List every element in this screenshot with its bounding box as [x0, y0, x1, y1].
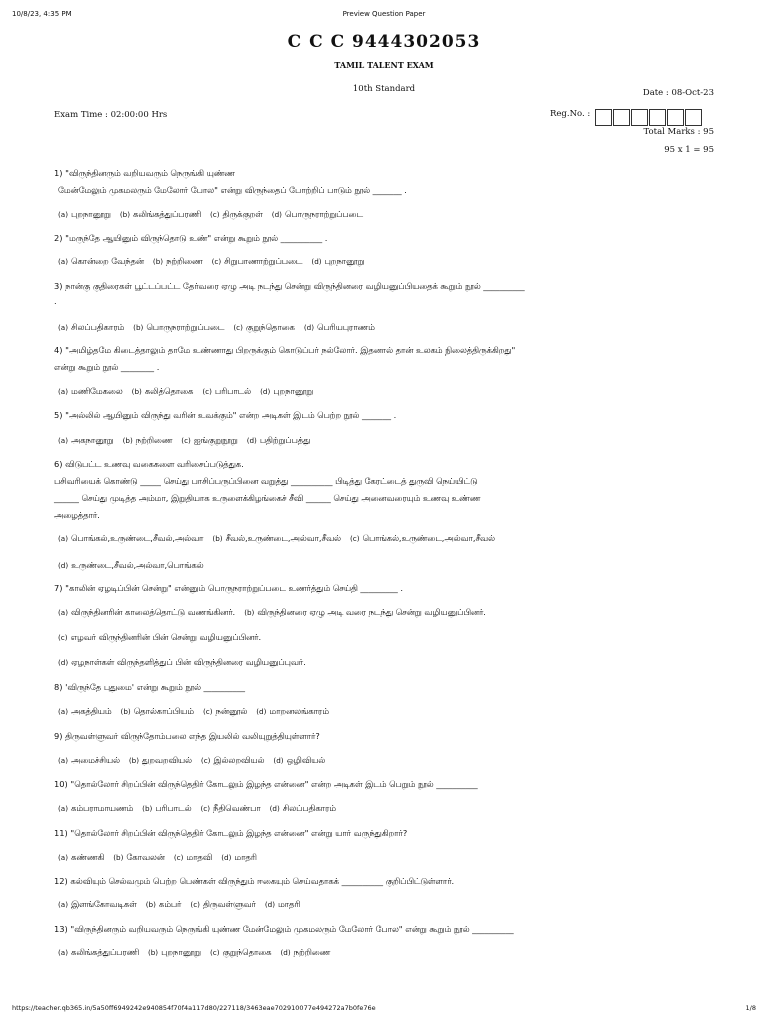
question-text: 7) "காலின் ஏழடிப்பின் சென்று" என்னும் பொருநராற்றுப்படை உணர்த்தும் செய்தி _________ .: [54, 583, 404, 593]
option-letter: (c): [181, 436, 191, 445]
option-letter: (a): [58, 257, 69, 266]
option-text: பரிபாடல்: [155, 803, 192, 813]
option-letter: (a): [58, 608, 69, 617]
page-url: https://teacher.qb365.in/5a50ff6949242e940854f70f4a117d80/227118/3463eae702910077e494272a7b0fe76e: [12, 1004, 376, 1012]
option-letter: (d): [246, 436, 257, 445]
answer-option: [148, 947, 201, 959]
option-letter: (b): [131, 387, 142, 396]
reg-box: [649, 109, 666, 126]
answer-option: [201, 755, 265, 767]
answer-option: [210, 947, 272, 959]
reg-box: [631, 109, 648, 126]
answer-option: [121, 706, 194, 718]
answer-option: [233, 322, 295, 334]
option-row: [58, 852, 266, 864]
question-text: 10) "தொல்லோர் சிறப்பின் விருந்தெதிர் கோடலும் இழந்த என்னை" என்ற அடிகள் இடம் பெறும் நூல் __________: [54, 779, 478, 789]
option-text: குறுந்தொகை: [222, 947, 272, 957]
question-text: 11) "தொல்லோர் சிறப்பின் விருந்தெதிர் கோடலும் இழந்த என்னை" என்று யார் வருந்துகிறார்?: [54, 828, 408, 838]
question-text: 4) "அமிழ்தமே கிடைத்தாலும் தாமே உண்ணாது பிறருக்கும் கொடுப்பர் நல்லோர். இதனால் தான் உலகம் நிலைத்திருக்கிறது": [54, 345, 516, 355]
option-text: கொன்றை வேந்தன்: [71, 256, 144, 266]
question-text: 9) திருவள்ளுவர் விருந்தோம்பலை எந்த இயலில் வலியுறுத்தியுள்ளார்?: [54, 731, 320, 741]
option-letter: (c): [190, 900, 200, 909]
option-text: சிலப்பதிகாரம்: [282, 803, 336, 813]
question-text: 2) "மருந்தே ஆயினும் விருந்தொடு உண்" என்று கூறும் நூல் __________ .: [54, 233, 328, 243]
option-text: துறவறவியல்: [142, 755, 192, 765]
exam-date: Date : 08-Oct-23: [642, 88, 714, 98]
answer-option: [58, 706, 112, 718]
question-text: 12) கல்வியும் செல்வமும் பெற்ற பெண்கள் விருந்தும் ஈகையும் செய்வதாகக் __________ குறிப்பிட்டுள்ளார்.: [54, 876, 455, 886]
option-letter: (b): [212, 534, 223, 543]
option-letter: (c): [209, 210, 220, 219]
option-text: புறநானூறு: [324, 256, 365, 266]
answer-option: [129, 755, 192, 767]
option-row: [58, 632, 270, 644]
option-text: திருவள்ளுவர்: [202, 899, 256, 909]
answer-option: [273, 755, 325, 767]
question-text-continued: மேன்மேலும் முகமலரும் மேலோர் போல" என்று விருந்தைப் போற்றிப் பாடும் நூல் _______ .: [58, 185, 407, 195]
option-row: [58, 560, 213, 572]
option-text: தொல்காப்பியம்: [133, 706, 194, 716]
marks-calculation: 95 x 1 = 95: [664, 145, 714, 155]
option-text: ஐங்குறுநூறு: [193, 435, 238, 445]
option-text: பரிபாடல்: [214, 386, 252, 396]
answer-option: [123, 435, 173, 447]
option-text: மாதரி: [234, 852, 257, 862]
option-letter: (b): [145, 900, 156, 909]
option-letter: (a): [58, 323, 69, 332]
answer-option: [153, 256, 203, 268]
option-letter: (c): [58, 633, 68, 642]
answer-option: [58, 435, 114, 447]
option-letter: (d): [256, 707, 267, 716]
answer-option: [133, 322, 224, 334]
option-text: இளங்கோவடிகள்: [71, 899, 137, 909]
option-row: [58, 803, 345, 815]
option-row: [58, 386, 322, 398]
question-text-continued: ______ செய்து முடித்த அம்மா, இறுதியாக உருளைக்கிழங்கைச் சீவி ______ செய்து அனைவரையும் உணவு உண்ண: [54, 493, 481, 503]
option-row: [58, 706, 338, 718]
option-letter: (d): [264, 900, 276, 909]
option-letter: (d): [303, 323, 315, 332]
question-text-continued: பசிவரியைக் கொண்டு _____ செய்து பாசிப்பருப்பினை வறுத்து __________ பிடித்து கேரட்டைத் துருவி நெய்யிட்டு: [54, 476, 478, 486]
option-text: அகநானூறு: [71, 435, 114, 445]
question-text: 3) நான்கு குதிரைகள் பூட்டப்பட்ட தேர்வரை ஏழு அடி நடந்து சென்று விருந்தினரை வழியனுப்பியதைக் கூறும் நூல் __________: [54, 281, 525, 291]
option-letter: (b): [133, 323, 144, 332]
option-text: பொங்கல்,உருண்டை,சீவல்,அல்வா: [71, 533, 204, 543]
reg-box: [667, 109, 684, 126]
answer-option: [58, 209, 111, 221]
answer-option: [58, 322, 124, 334]
option-letter: (b): [244, 608, 255, 617]
option-letter: (b): [147, 948, 159, 957]
option-row: [58, 657, 315, 669]
option-letter: (a): [58, 804, 69, 813]
answer-option: [203, 706, 247, 718]
option-row: [58, 607, 495, 619]
option-text: மணிமேகலை: [71, 386, 123, 396]
answer-option: [311, 256, 364, 268]
answer-option: [58, 607, 235, 619]
option-letter: (c): [202, 387, 212, 396]
question-text: 5) "அல்லில் ஆயினும் விருந்து வரின் உவக்கும்" என்ற அடிகள் இடம் பெற்ற நூல் _______ .: [54, 410, 397, 420]
option-text: கம்பர்: [158, 899, 182, 909]
answer-option: [350, 533, 495, 545]
option-row: [58, 435, 319, 447]
option-letter: (d): [221, 853, 232, 862]
answer-option: [212, 256, 303, 268]
option-text: கண்ணகி: [71, 852, 105, 862]
option-letter: (a): [58, 756, 69, 765]
answer-option: [200, 803, 260, 815]
option-letter: (c): [209, 948, 220, 957]
option-text: விருந்தினரின் காலைத்தொட்டு வணங்கினர்.: [71, 607, 236, 617]
option-text: உருண்டை,சீவல்,அல்வா,பொங்கல்: [71, 560, 204, 570]
option-text: புறநானூறு: [273, 386, 314, 396]
option-letter: (a): [58, 707, 69, 716]
option-text: ஒழிவியல்: [286, 755, 326, 765]
reg-box: [613, 109, 630, 126]
reg-box: [595, 109, 612, 126]
option-text: மாறனலங்காரம்: [269, 706, 329, 716]
question-text: 8) 'விருந்தே புதுமை' என்று கூறும் நூல் __________: [54, 682, 246, 692]
option-text: மாதரி: [278, 899, 301, 909]
option-row: [58, 209, 372, 221]
option-letter: (a): [58, 948, 69, 957]
option-letter: (a): [58, 387, 69, 396]
option-letter: (c): [202, 707, 213, 716]
option-text: நன்னூல்: [215, 706, 248, 716]
option-text: மாதவி: [186, 852, 213, 862]
reg-number: [550, 109, 702, 126]
option-letter: (c): [233, 323, 243, 332]
option-text: எழவர் விருந்தினரின் பின் சென்று வழியனுப்பினர்.: [70, 632, 262, 642]
question-text: 1) "விருந்தினரும் வறியவரும் நெருங்கி யுண்ண: [54, 168, 235, 178]
option-text: பெரியபுராணம்: [317, 322, 375, 332]
option-text: சிலப்பதிகாரம்: [71, 322, 125, 332]
option-text: இல்லறவியல்: [213, 755, 265, 765]
option-letter: (c): [200, 804, 211, 813]
option-letter: (a): [58, 210, 69, 219]
answer-option: [58, 899, 137, 911]
option-row: [58, 533, 504, 545]
answer-option: [58, 533, 203, 545]
question-text-continued: .: [54, 296, 57, 306]
option-text: சீவல்,உருண்டை,அல்வா,சீவல்: [225, 533, 341, 543]
option-letter: (b): [119, 210, 131, 219]
reg-number-boxes: [594, 109, 702, 126]
answer-option: [212, 533, 341, 545]
option-row: [58, 256, 373, 268]
option-letter: (b): [113, 853, 124, 862]
option-letter: (d): [269, 804, 280, 813]
reg-label: Reg.No. :: [550, 109, 591, 119]
option-text: அமைச்சியல்: [71, 755, 120, 765]
option-letter: (b): [152, 257, 164, 266]
option-text: கம்பராமாயணம்: [71, 803, 134, 813]
option-letter: (c): [211, 257, 222, 266]
option-text: திருக்குறள்: [222, 209, 263, 219]
option-letter: (d): [280, 948, 291, 957]
option-text: புறநானூறு: [161, 947, 201, 957]
question-text: 13) "விருந்தினரும் வறியவரும் நெருங்கி யுண்ண மேன்மேலும் முகமலரும் மேலோர் போல" என்று கூறும் நூல் __________: [54, 924, 514, 934]
option-letter: (d): [273, 756, 284, 765]
question-text-continued: என்று கூறும் நூல் ________ .: [54, 362, 160, 372]
answer-option: [190, 899, 255, 911]
standard-label: 10th Standard: [352, 84, 416, 94]
option-text: நற்றிணை: [166, 256, 203, 266]
answer-option: [260, 386, 313, 398]
answer-option: [256, 706, 329, 718]
answer-option: [132, 386, 194, 398]
option-letter: (b): [122, 436, 133, 445]
answer-option: [181, 435, 237, 447]
option-text: கலிங்கத்துப்பரணி: [133, 209, 201, 219]
option-letter: (c): [200, 756, 211, 765]
option-text: குறுந்தொகை: [245, 322, 295, 332]
option-letter: (d): [58, 658, 69, 667]
browser-timestamp: 10/8/23, 4:35 PM: [12, 10, 72, 18]
exam-time: Exam Time : 02:00:00 Hrs: [54, 110, 168, 120]
option-letter: (b): [128, 756, 140, 765]
page-number: 1/8: [745, 1004, 756, 1012]
answer-option: [58, 803, 133, 815]
question-text-continued: அழைத்தார்.: [54, 510, 100, 520]
answer-option: [270, 803, 336, 815]
option-text: நற்றிணை: [293, 947, 331, 957]
option-letter: (b): [120, 707, 131, 716]
answer-option: [58, 386, 123, 398]
answer-option: [146, 899, 182, 911]
option-letter: (a): [58, 853, 69, 862]
answer-option: [280, 947, 330, 959]
option-letter: (d): [260, 387, 271, 396]
browser-page-title: Preview Question Paper: [342, 10, 426, 18]
option-letter: (c): [349, 534, 360, 543]
option-letter: (c): [173, 853, 184, 862]
answer-option: [265, 899, 301, 911]
answer-option: [58, 947, 139, 959]
answer-option: [58, 632, 261, 644]
option-text: பதிற்றுப்பத்து: [259, 435, 311, 445]
answer-option: [58, 256, 144, 268]
answer-option: [58, 657, 306, 669]
option-text: கலிங்கத்துப்பரணி: [71, 947, 139, 957]
option-letter: (d): [311, 257, 322, 266]
option-text: நீதிவெண்பா: [213, 803, 261, 813]
option-text: புறநானூறு: [71, 209, 111, 219]
answer-option: [58, 560, 204, 572]
answer-option: [58, 852, 104, 864]
option-row: [58, 322, 384, 334]
reg-box: [685, 109, 702, 126]
answer-option: [174, 852, 212, 864]
answer-option: [244, 607, 486, 619]
answer-option: [221, 852, 257, 864]
question-text: 6) விடுபட்ட உணவு வகைகளை வரிசைப்படுத்துக.: [54, 459, 244, 469]
option-text: பொருநராற்றுப்படை: [146, 322, 225, 332]
paper-title: C C C 9444302053: [287, 32, 481, 52]
answer-option: [58, 755, 120, 767]
option-text: கலித்தொகை: [144, 386, 194, 396]
option-letter: (a): [58, 436, 69, 445]
option-letter: (a): [58, 900, 69, 909]
option-text: ஏழநாள்கள் விருந்தளித்துப் பின் விருந்தினரை வழியனுப்புவர்.: [71, 657, 306, 667]
answer-option: [120, 209, 201, 221]
option-text: அகத்தியம்: [71, 706, 112, 716]
option-text: பொருநராற்றுப்படை: [284, 209, 363, 219]
option-row: [58, 899, 309, 911]
exam-name: TAMIL TALENT EXAM: [334, 60, 434, 70]
option-text: சிறுபாணாற்றுப்படை: [224, 256, 303, 266]
option-text: விருந்தினரை ஏழு அடி வரை நடந்து சென்று வழியனுப்பினர்.: [257, 607, 486, 617]
answer-option: [202, 386, 251, 398]
answer-option: [272, 209, 363, 221]
answer-option: [247, 435, 311, 447]
option-text: பொங்கல்,உருண்டை,அல்வா,சீவல்: [362, 533, 495, 543]
option-row: [58, 947, 339, 959]
answer-option: [142, 803, 191, 815]
option-letter: (d): [271, 210, 282, 219]
option-text: கோவலன்: [126, 852, 165, 862]
option-row: [58, 755, 334, 767]
option-text: நற்றிணை: [135, 435, 173, 445]
answer-option: [113, 852, 165, 864]
answer-option: [210, 209, 263, 221]
option-letter: (d): [58, 561, 69, 570]
option-letter: (b): [142, 804, 153, 813]
option-letter: (a): [58, 534, 69, 543]
total-marks: Total Marks : 95: [643, 127, 714, 137]
answer-option: [304, 322, 375, 334]
